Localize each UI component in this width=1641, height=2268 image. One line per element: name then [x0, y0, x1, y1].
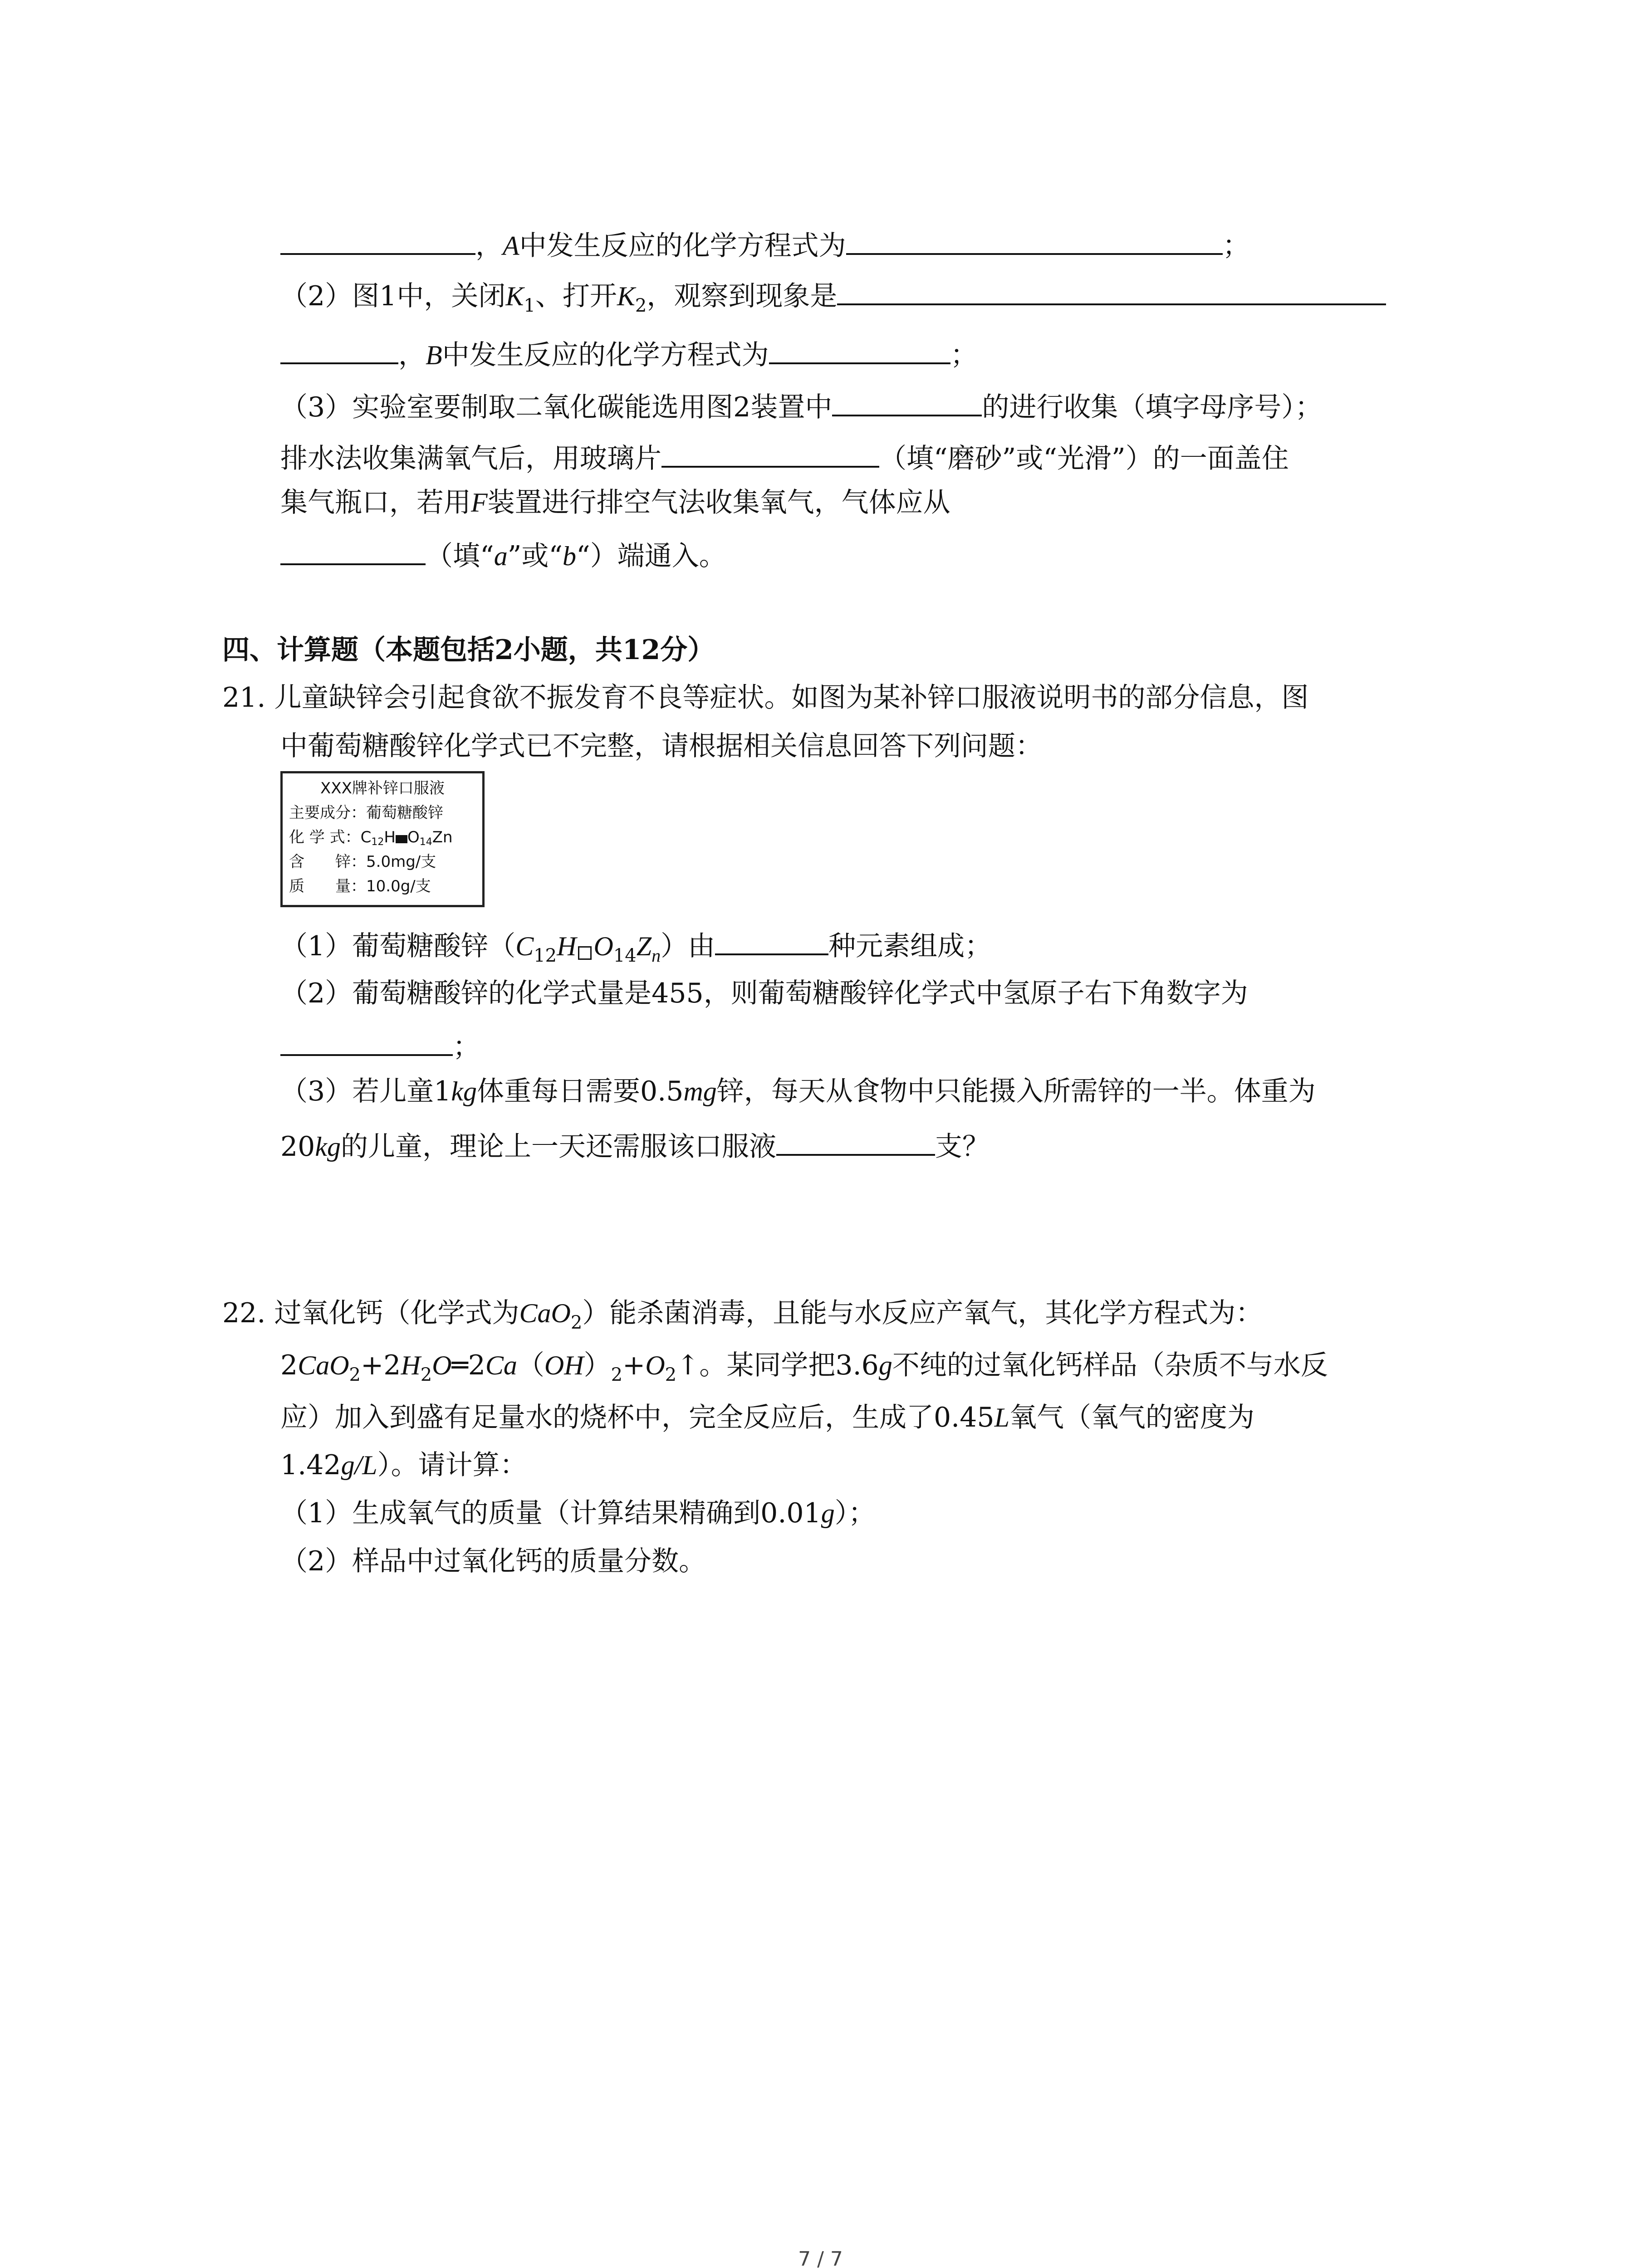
q21-part2-line-2: ；	[280, 1026, 480, 1062]
q20-part2-line-2: ，B中发生反应的化学方程式为 ；	[280, 334, 978, 371]
answer-blank[interactable]	[661, 438, 879, 468]
answer-blank[interactable]	[846, 225, 1223, 255]
answer-blank[interactable]	[832, 386, 982, 416]
q22-line-3: 应）加入到盛有足量水的烧杯中，完全反应后，生成了0.45L氧气（氧气的密度为	[280, 1402, 1254, 1433]
q22-part2: （2）样品中过氧化钙的质量分数。	[280, 1545, 706, 1577]
q20-line-1: ，A中发生反应的化学方程式为 ；	[280, 225, 1250, 261]
q20-part3-line: （3）实验室要制取二氧化碳能选用图2装置中 的进行收集（填字母序号）；	[280, 386, 1322, 423]
q21-part2: （2）葡萄糖酸锌的化学式量是455，则葡萄糖酸锌化学式中氢原子右下角数字为	[280, 978, 1248, 1009]
label-title: XXX牌补锌口服液	[320, 779, 445, 797]
q22-part1: （1）生成氧气的质量（计算结果精确到0.01g）；	[280, 1497, 876, 1529]
empty-box-icon	[578, 946, 592, 960]
q20-part3-line-2: 排水法收集满氧气后，用玻璃片 （填“磨砂”或“光滑”）的一面盖住	[280, 438, 1289, 474]
q21-part1: （1）葡萄糖酸锌（$C_{12}H$ $O_{14}Z_n$）由 种元素组成；	[280, 925, 992, 962]
obscured-mark	[396, 835, 407, 843]
answer-blank[interactable]	[280, 1026, 453, 1056]
q21-part3-line-2: 20kg的儿童，理论上一天还需服该口服液 支？	[280, 1126, 989, 1162]
section-title: 四、计算题（本题包括2小题，共12分）	[222, 634, 715, 666]
q22-line-1: 22. 过氧化钙（化学式为CaO$_2$）能杀菌消毒，且能与水反应产氧气，其化学方程式为：	[222, 1297, 1263, 1333]
answer-blank[interactable]	[769, 334, 950, 364]
answer-blank[interactable]	[280, 225, 475, 255]
q21-line-2: 中葡萄糖酸锌化学式已不完整，请根据相关信息回答下列问题：	[280, 730, 1043, 762]
answer-blank[interactable]	[837, 275, 1386, 305]
q22-equation: $2CaO_2+2H_2O═2Ca(OH)_2+O_2↑$。某同学把3.6g不纯的过氧化钙样品（杂质不与水反	[280, 1349, 1328, 1385]
q20-part2-line: （2）图1中，关闭$K_1$、打开$K_2$，观察到现象是	[280, 275, 1386, 312]
page-number: 7 / 7	[798, 2248, 843, 2268]
label-ingredient: 主要成分：葡萄糖酸锌	[289, 804, 443, 822]
q22-line-4: 1.42g/L）。请计算：	[280, 1449, 527, 1481]
q20-part3-line-4: （填“a”或“b“）端通入。	[280, 535, 726, 572]
label-mass: 质 量：10.0g/支	[289, 877, 431, 895]
answer-blank[interactable]	[280, 535, 426, 565]
product-label-image	[280, 771, 485, 907]
label-formula: 化 学 式：$C_{12}H$ $O_{14}Zn$	[289, 828, 453, 848]
q20-part3-line-3: 集气瓶口，若用F装置进行排空气法收集氧气，气体应从	[280, 487, 950, 518]
q21-line-1: 21. 儿童缺锌会引起食欲不振发育不良等症状。如图为某补锌口服液说明书的部分信息，图	[222, 682, 1309, 714]
label-zinc: 含 锌：5.0mg/支	[289, 853, 436, 871]
q21-part3: （3）若儿童1kg体重每日需要0.5mg锌，每天从食物中只能摄入所需锌的一半。体重为	[280, 1075, 1316, 1107]
answer-blank[interactable]	[280, 334, 398, 364]
answer-blank[interactable]	[715, 925, 828, 955]
answer-blank[interactable]	[776, 1126, 935, 1156]
